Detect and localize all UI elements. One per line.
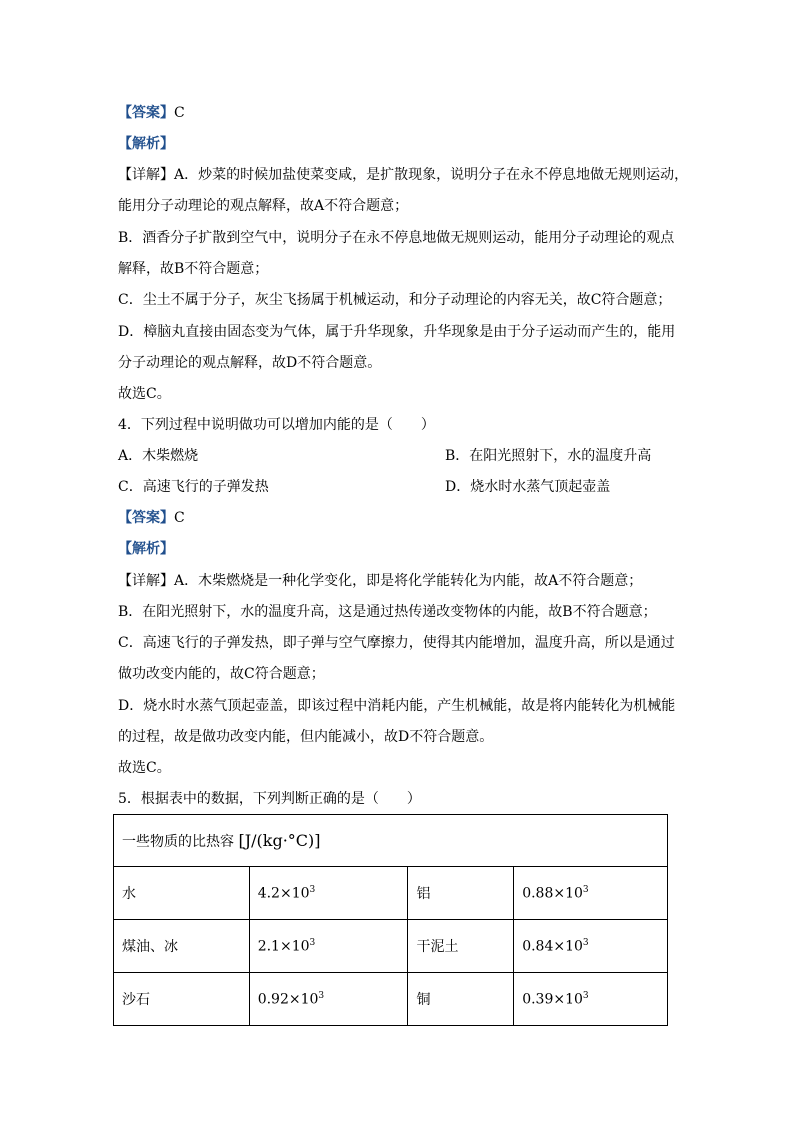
q4-detail-line-5: D．烧水时水蒸气顶起壶盖，即该过程中消耗内能，产生机械能，故是将内能转化为机械能 <box>118 698 676 714</box>
q5-question: 5．根据表中的数据，下列判断正确的是（ ） <box>118 791 421 807</box>
table-row <box>114 920 668 973</box>
detail-tag: 【详解】 <box>118 573 174 589</box>
substance-name: 铝 <box>408 867 514 920</box>
q3-detail-line-6: D．樟脑丸直接由固态变为气体，属于升华现象，升华现象是由于分子运动而产生的，能用 <box>118 324 676 340</box>
q4-option-a: A．木柴燃烧 <box>118 448 199 464</box>
table-row <box>114 973 668 1026</box>
detail-tag: 【详解】 <box>118 167 174 183</box>
q3-detail-line-7: 分子动理论的观点解释，故D不符合题意。 <box>118 355 382 371</box>
q4-detail-line-3: C．高速飞行的子弹发热，即子弹与空气摩擦力，使得其内能增加，温度升高，所以是通过 <box>118 635 675 651</box>
q3-detail-line-2: 能用分子动理论的观点解释，故A不符合题意； <box>118 198 409 214</box>
table-title-cell <box>114 815 668 867</box>
substance-name: 煤油、冰 <box>114 920 250 973</box>
table-unit: [J/(kg·°C)] <box>238 830 321 850</box>
q4-detail-line-2: B．在阳光照射下，水的温度升高，这是通过热传递改变物体的内能，故B不符合题意； <box>118 604 657 620</box>
q3-conclusion: 故选C。 <box>118 386 171 402</box>
detail-text: A．炒菜的时候加盐使菜变咸，是扩散现象，说明分子在永不停息地做无规则运动， <box>174 167 689 183</box>
specific-heat-value: $4.2\times 10^3$ <box>249 867 408 920</box>
q3-detail-line-5: C．尘土不属于分子，灰尘飞扬属于机械运动，和分子动理论的内容无关，故C符合题意； <box>118 292 672 308</box>
q4-detail-line-1 <box>118 572 642 590</box>
specific-heat-value: $0.88\times 10^3$ <box>514 867 668 920</box>
q4-detail-line-6: 的过程，故是做功改变内能，但内能减小，故D不符合题意。 <box>118 729 494 745</box>
q4-option-b: B．在阳光照射下，水的温度升高 <box>445 448 652 464</box>
table-title: 一些物质的比热容 <box>122 833 234 850</box>
answer-tag: 【答案】 <box>118 510 174 526</box>
q3-detail-line-4: 解释，故B不符合题意； <box>118 261 269 277</box>
q4-question: 4．下列过程中说明做功可以增加内能的是（ ） <box>118 417 435 433</box>
answer-value: C <box>174 105 185 121</box>
answer-tag: 【答案】 <box>118 105 174 121</box>
q3-answer <box>118 104 185 122</box>
detail-text: A．木柴燃烧是一种化学变化，即是将化学能转化为内能，故A不符合题意； <box>174 573 643 589</box>
specific-heat-table <box>113 814 668 1026</box>
q4-option-d: D．烧水时水蒸气顶起壶盖 <box>445 479 611 495</box>
table-header-row <box>114 815 668 867</box>
specific-heat-value: $2.1\times 10^3$ <box>249 920 408 973</box>
q3-detail-line-1 <box>118 166 688 184</box>
q4-conclusion: 故选C。 <box>118 760 171 776</box>
substance-name: 干泥土 <box>408 920 514 973</box>
q4-option-c: C．高速飞行的子弹发热 <box>118 479 269 495</box>
q4-detail-line-4: 做功改变内能的，故C符合题意； <box>118 666 325 682</box>
q3-detail-line-3: B．酒香分子扩散到空气中，说明分子在永不停息地做无规则运动，能用分子动理论的观点 <box>118 230 675 246</box>
substance-name: 水 <box>114 867 250 920</box>
q4-answer <box>118 509 185 527</box>
specific-heat-value: $0.92\times 10^3$ <box>249 973 408 1026</box>
substance-name: 铜 <box>408 973 514 1026</box>
table-unit-text: J/(kg·°C) <box>244 830 315 850</box>
substance-name: 沙石 <box>114 973 250 1026</box>
q4-analysis-tag: 【解析】 <box>118 541 174 557</box>
table-row <box>114 867 668 920</box>
answer-value: C <box>174 510 185 526</box>
q3-analysis-tag: 【解析】 <box>118 136 174 152</box>
specific-heat-value: $0.84\times 10^3$ <box>514 920 668 973</box>
specific-heat-value: $0.39\times 10^3$ <box>514 973 668 1026</box>
